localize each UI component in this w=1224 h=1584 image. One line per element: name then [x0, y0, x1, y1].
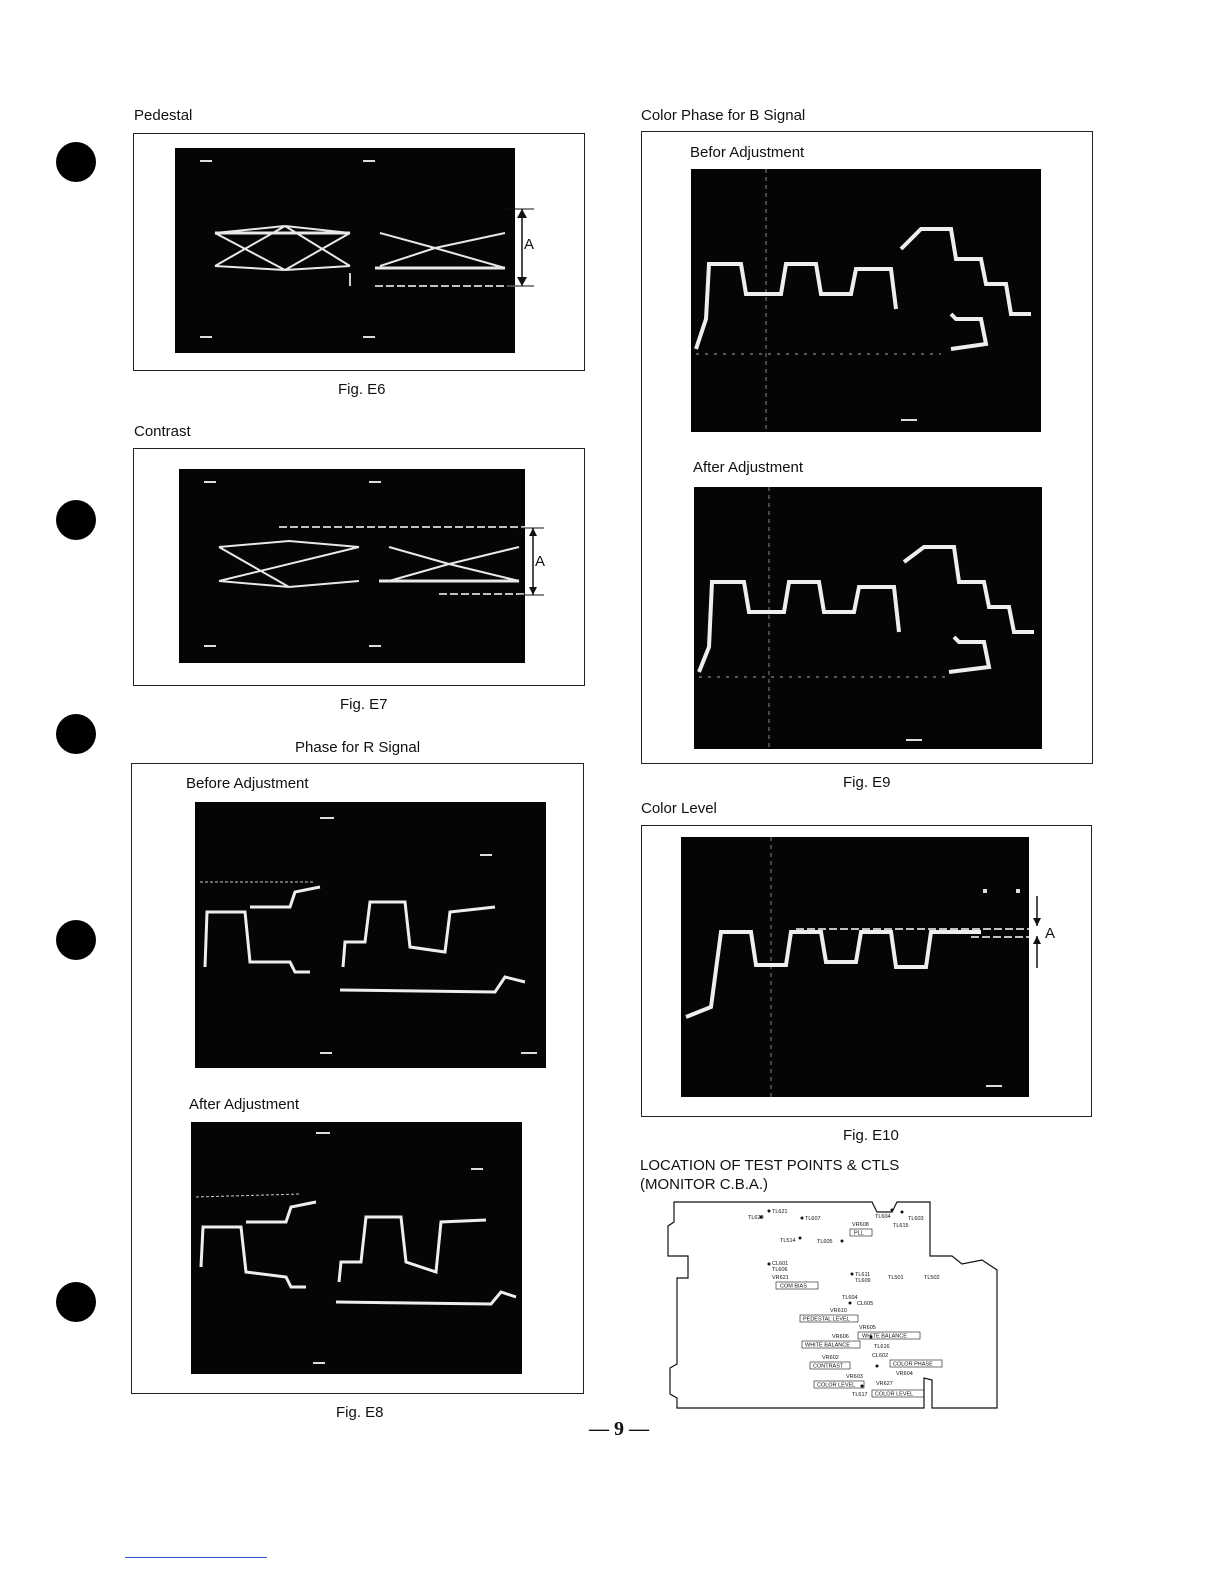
tp-label: TL615 [893, 1223, 909, 1229]
tp-label: WHITE BALANCE [862, 1333, 907, 1340]
color-phase-b-heading: Color Phase for B Signal [641, 107, 806, 124]
tp-label: VR610 [830, 1308, 847, 1314]
tp-label: VR603 [846, 1374, 863, 1380]
tp-label: TL616 [874, 1344, 890, 1350]
tp-label: TL611 [855, 1272, 871, 1278]
tp-label: COM BIAS [780, 1283, 807, 1290]
tp-label: PLL [854, 1230, 864, 1237]
tp-label: TL604 [842, 1295, 858, 1301]
binder-hole [56, 920, 96, 960]
fig-e7-marker: A [535, 553, 546, 570]
tp-label: TL606 [772, 1267, 788, 1273]
tp-label: CL602 [872, 1353, 889, 1359]
fig-e10-marker: A [1045, 925, 1056, 942]
binder-hole [56, 714, 96, 754]
tp-label: TL607 [805, 1216, 821, 1222]
tp-label: TL502 [924, 1275, 940, 1281]
fig-e6-marker: A [524, 236, 535, 253]
contrast-heading: Contrast [134, 423, 191, 440]
fig-e8-before-label: Before Adjustment [186, 775, 309, 792]
fig-e6-caption: Fig. E6 [338, 381, 386, 398]
binder-hole [56, 1282, 96, 1322]
tp-label: TL604 [875, 1214, 891, 1220]
fig-e8-before-waveform [195, 802, 546, 1068]
tp-label: CL601 [772, 1261, 789, 1267]
fig-e7-waveform [179, 469, 525, 663]
tp-label: CL605 [857, 1301, 874, 1307]
fig-e8-after-label: After Adjustment [189, 1096, 300, 1113]
fig-e9-before-waveform [691, 169, 1041, 432]
tp-label: TL603 [908, 1216, 924, 1222]
page-number: — 9 — [589, 1418, 649, 1440]
color-level-heading: Color Level [641, 800, 717, 817]
fig-e7-caption: Fig. E7 [340, 696, 388, 713]
fig-e7-frame [133, 448, 585, 686]
pedestal-heading: Pedestal [134, 107, 193, 124]
fig-e9-frame [641, 131, 1093, 764]
binder-hole [56, 142, 96, 182]
fig-e6-waveform [175, 148, 515, 353]
tp-label: TL617 [852, 1392, 868, 1398]
fig-e8-after-waveform [191, 1122, 522, 1374]
tp-label: TL609 [855, 1278, 871, 1284]
fig-e10-waveform [681, 837, 1029, 1097]
fig-e10-caption: Fig. E10 [843, 1127, 899, 1144]
monitor-cba-diagram [662, 1198, 1002, 1416]
tp-label: TL605 [817, 1239, 833, 1245]
tp-label: WHITE BALANCE [805, 1342, 850, 1349]
fig-e9-caption: Fig. E9 [843, 774, 891, 791]
fig-e9-after-label: After Adjustment [693, 459, 804, 476]
location-title-line2: (MONITOR C.B.A.) [640, 1176, 769, 1193]
binder-hole [56, 500, 96, 540]
tp-label: VR627 [876, 1381, 893, 1387]
fig-e10-frame [641, 825, 1092, 1117]
tp-label: VR608 [852, 1222, 869, 1228]
fig-e9-before-label: Befor Adjustment [690, 144, 805, 161]
scan-edge-line [125, 1557, 267, 1558]
tp-label: PEDESTAL LEVEL [803, 1316, 850, 1323]
tp-label: TL621 [772, 1209, 788, 1215]
fig-e8-caption: Fig. E8 [336, 1404, 384, 1421]
tp-label: TL514 [780, 1238, 796, 1244]
fig-e6-frame [133, 133, 585, 371]
tp-label: COLOR LEVEL [817, 1382, 856, 1389]
tp-label: VR606 [832, 1334, 849, 1340]
tp-label: VR604 [896, 1371, 913, 1377]
tp-label: CONTRAST [813, 1363, 844, 1370]
location-title-line1: LOCATION OF TEST POINTS & CTLS [640, 1157, 900, 1174]
tp-label: VR621 [772, 1275, 789, 1281]
tp-label: VR602 [822, 1355, 839, 1361]
tp-label: COLOR LEVEL [875, 1391, 914, 1398]
tp-label: TL501 [888, 1275, 904, 1281]
tp-label: COLOR PHASE [893, 1361, 933, 1368]
tp-label: VR605 [859, 1325, 876, 1331]
fig-e9-after-waveform [694, 487, 1042, 749]
phase-r-heading: Phase for R Signal [295, 739, 421, 756]
tp-label: TL620 [748, 1215, 764, 1221]
fig-e8-frame [131, 763, 584, 1394]
